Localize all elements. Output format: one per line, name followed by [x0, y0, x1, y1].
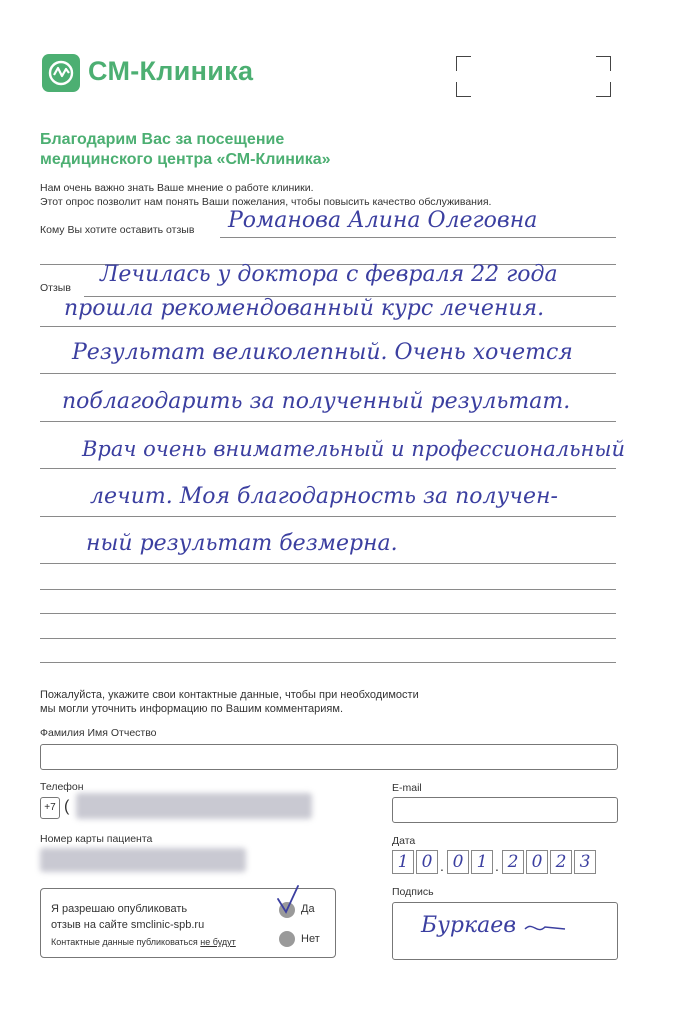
date-field[interactable]: [392, 850, 596, 874]
phone-redacted[interactable]: [76, 793, 312, 819]
recipient-label: Кому Вы хотите оставить отзыв: [40, 224, 195, 236]
intro-line-1: Нам очень важно знать Ваше мнение о работе клиники.: [40, 182, 314, 194]
review-line: [40, 468, 616, 469]
stamp-corner-tl: [456, 56, 471, 71]
intro-text: [40, 181, 491, 209]
review-line: [40, 563, 616, 564]
email-field[interactable]: [392, 797, 618, 823]
fio-label: Фамилия Имя Отчество: [40, 727, 157, 739]
review-label: Отзыв: [40, 282, 71, 294]
email-label: E-mail: [392, 782, 422, 794]
phone-prefix: +7: [40, 797, 60, 819]
intro-line-2: Этот опрос позволит нам понять Ваши пожелания, чтобы повысить качество обслуживания.: [40, 196, 492, 208]
date-digit: 3: [574, 850, 596, 874]
review-line: [40, 613, 616, 614]
phone-paren: (: [64, 798, 70, 815]
date-digit: 1: [392, 850, 414, 874]
date-digit: 1: [471, 850, 493, 874]
consent-no-radio[interactable]: [279, 931, 295, 947]
consent-line-1: Я разрешаю опубликовать: [51, 903, 188, 915]
review-line: [40, 516, 616, 517]
cm-logo-icon: [42, 54, 80, 92]
recipient-value[interactable]: Романова Алина Олеговна: [228, 208, 538, 233]
date-separator: .: [440, 858, 444, 874]
date-separator: .: [495, 858, 499, 874]
card-label: Номер карты пациента: [40, 833, 153, 845]
signature-label: Подпись: [392, 886, 434, 898]
date-digit: 0: [447, 850, 469, 874]
contacts-note-line-1: Пожалуйста, укажите свои контактные данные, чтобы при необходимости: [40, 689, 419, 701]
stamp-corner-br: [596, 82, 611, 97]
title-line-1: Благодарим Вас за посещение: [40, 131, 285, 148]
date-label: Дата: [392, 835, 416, 847]
fio-field[interactable]: [40, 744, 618, 770]
consent-no-label: Нет: [301, 933, 320, 945]
review-text-line: Врач очень внимательный и профессиональный: [82, 437, 625, 461]
consent-note-emph: не будут: [200, 937, 236, 947]
phone-label: Телефон: [40, 781, 84, 793]
contacts-note: [40, 688, 419, 716]
consent-yes-label: Да: [301, 903, 315, 915]
signature-stroke-icon: [523, 919, 567, 939]
stamp-corner-tr: [596, 56, 611, 71]
review-line: [40, 326, 616, 327]
review-line: [40, 421, 616, 422]
review-line: [40, 589, 616, 590]
signature-value: Буркаев: [421, 913, 517, 938]
review-line: [40, 662, 616, 663]
consent-line-2: отзыв на сайте smclinic-spb.ru: [51, 919, 205, 931]
card-redacted[interactable]: [40, 848, 246, 872]
review-text-line: Лечилась у доктора с февраля 22 года: [100, 262, 558, 287]
title-line-2: медицинского центра «СМ-Клиника»: [40, 151, 331, 168]
review-text-line: лечит. Моя благодарность за получен-: [90, 484, 558, 509]
review-text-line: Результат великолепный. Очень хочется: [72, 340, 573, 365]
consent-box: [40, 888, 336, 958]
review-text-line: прошла рекомендованный курс лечения.: [64, 296, 545, 321]
contacts-note-line-2: мы могли уточнить информацию по Вашим комментариям.: [40, 703, 344, 715]
recipient-line: [220, 237, 616, 238]
review-text-line: ный результат безмерна.: [86, 531, 398, 556]
stamp-corner-bl: [456, 82, 471, 97]
brand-name: СМ-Клиника: [88, 56, 254, 86]
checkmark-icon: [275, 885, 301, 919]
date-digit: 0: [526, 850, 548, 874]
review-line: [40, 638, 616, 639]
signature-field[interactable]: [392, 902, 618, 960]
date-digit: 2: [502, 850, 524, 874]
date-digit: 0: [416, 850, 438, 874]
review-text-line: поблагодарить за полученный результат.: [62, 389, 571, 414]
consent-note: [51, 937, 236, 947]
page-title: [40, 130, 331, 170]
consent-note-prefix: Контактные данные публиковаться: [51, 937, 198, 947]
date-digit: 2: [550, 850, 572, 874]
review-line: [40, 373, 616, 374]
consent-text: [51, 901, 204, 933]
